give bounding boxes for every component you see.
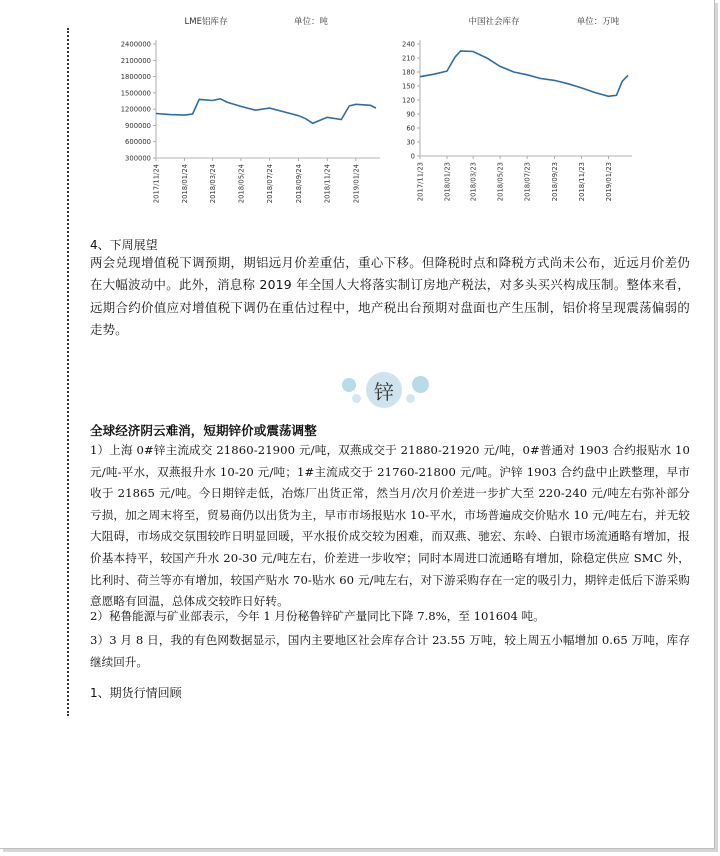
y-tick-label: 30 — [406, 138, 415, 147]
outlook-paragraph: 两会兑现增值税下调预期，期铝远月价差重估，重心下移。但降税时点和降税方式尚未公布，近远月价差仍在大幅波动中。此外，消息称 2019 年全国人大将落实制订房地产税法，对多头买兴构成压制。整体来看，远期合约价值应对增值税下调仍在重估过程中，地产税出台预期对盘面也产生压制，铝价将呈现震荡偏弱的走势。 — [90, 255, 690, 338]
x-tick-label: 2018/09/23 — [551, 162, 560, 202]
y-tick-label: 300000 — [125, 154, 151, 163]
x-tick-label: 2018/01/24 — [181, 164, 190, 204]
x-tick-label: 2017/11/24 — [152, 164, 161, 204]
y-tick-label: 1500000 — [120, 89, 151, 98]
x-tick-label: 2018/05/24 — [237, 164, 246, 204]
lme-aluminum-inventory-chart — [96, 10, 386, 216]
y-tick-label: 60 — [406, 124, 415, 133]
y-tick-label: 240 — [402, 40, 415, 49]
y-tick-label: 2100000 — [120, 56, 151, 65]
y-tick-label: 1200000 — [120, 105, 151, 114]
chart-unit: 单位：吨 — [293, 17, 329, 27]
x-tick-label: 2018/11/23 — [578, 162, 587, 202]
x-tick-label: 2018/11/24 — [323, 164, 332, 204]
y-tick-label: 900000 — [125, 121, 151, 130]
zinc-paragraph-2: 2）秘鲁能源与矿业部表示，今年 1 月份秘鲁锌矿产量同比下降 7.8%，至 101604 吨。 — [90, 609, 545, 623]
x-tick-label: 2018/09/24 — [295, 164, 304, 204]
zinc-paragraph-3: 3）3 月 8 日，我的有色网数据显示，国内主要地区社会库存合计 23.55 万吨，较上周五小幅增加 0.65 万吨，库存继续回升。 — [90, 633, 690, 669]
decorative-dot — [342, 378, 356, 392]
y-tick-label: 600000 — [125, 138, 151, 147]
x-tick-label: 2019/01/24 — [352, 164, 361, 204]
chart-unit: 单位：万吨 — [576, 17, 620, 27]
x-tick-label: 2018/07/24 — [266, 164, 275, 204]
margin-dotted-rule — [67, 28, 69, 716]
x-tick-label: 2019/01/23 — [605, 162, 614, 202]
y-tick-label: 0 — [410, 152, 415, 161]
y-tick-label: 1800000 — [120, 73, 151, 82]
decorative-dot — [406, 394, 415, 403]
chart-title: 中国社会库存 — [468, 17, 520, 27]
outlook-heading: 4、下周展望 — [90, 238, 158, 252]
x-tick-label: 2018/05/23 — [496, 162, 505, 202]
y-tick-label: 2400000 — [120, 40, 151, 49]
china-social-inventory-chart — [384, 10, 664, 216]
y-tick-label: 180 — [402, 68, 415, 77]
banner-label: 锌 — [374, 380, 394, 404]
series-line — [420, 51, 628, 96]
y-tick-label: 210 — [402, 54, 415, 63]
x-tick-label: 2018/01/23 — [443, 162, 452, 202]
chart-title: LME铝库存 — [184, 17, 228, 27]
x-tick-label: 2018/07/23 — [523, 162, 532, 202]
y-tick-label: 90 — [406, 110, 415, 119]
decorative-dot — [352, 394, 361, 403]
decorative-dot — [412, 376, 429, 393]
zinc-section-title: 全球经济阴云难消，短期锌价或震荡调整 — [90, 423, 317, 438]
zinc-paragraph-1: 1）上海 0#锌主流成交 21860-21900 元/吨，双燕成交于 21880-21920 元/吨，0#普通对 1903 合约报贴水 10 元/吨-平水，双燕报升水 10-20 元/吨；1#主流成交于 21760-21800 元/吨。沪锌 1903 合约盘中止跌整理，早市收于 21865 元/吨。今日期锌走低，冶炼厂出货正常，然当月/次月价差进一步扩大至 220-240 元/吨左右弥补部分亏损，加之周末将至，贸易商仍以出货为主，早市市场报贴水 10-平水，市场普遍成交价贴水 10 元/吨左右，并无较大阻碍，市场成交氛围较昨日明显回暖，平水报价成交较为困难，而双燕、驰宏、东岭、白银市场流通略有增加，报价基本持平，较国产升水 20-30 元/吨左右，价差进一步收窄；同时本周进口流通略有增加，除稳定供应 SMC 外，比利时、荷兰等亦有增加，较国产贴水 70-贴水 60 元/吨左右，对下游采购存在一定的吸引力，期锌走低后下游采购意愿略有回温，总体成交较昨日好转。 — [90, 443, 690, 609]
series-line — [156, 99, 376, 124]
y-tick-label: 150 — [402, 82, 415, 91]
review-heading: 1、期货行情回顾 — [90, 686, 182, 700]
x-tick-label: 2017/11/23 — [416, 162, 425, 202]
zinc-section-banner — [340, 372, 440, 410]
x-tick-label: 2018/03/24 — [208, 164, 217, 204]
x-tick-label: 2018/03/23 — [469, 162, 478, 202]
y-tick-label: 120 — [402, 96, 415, 105]
